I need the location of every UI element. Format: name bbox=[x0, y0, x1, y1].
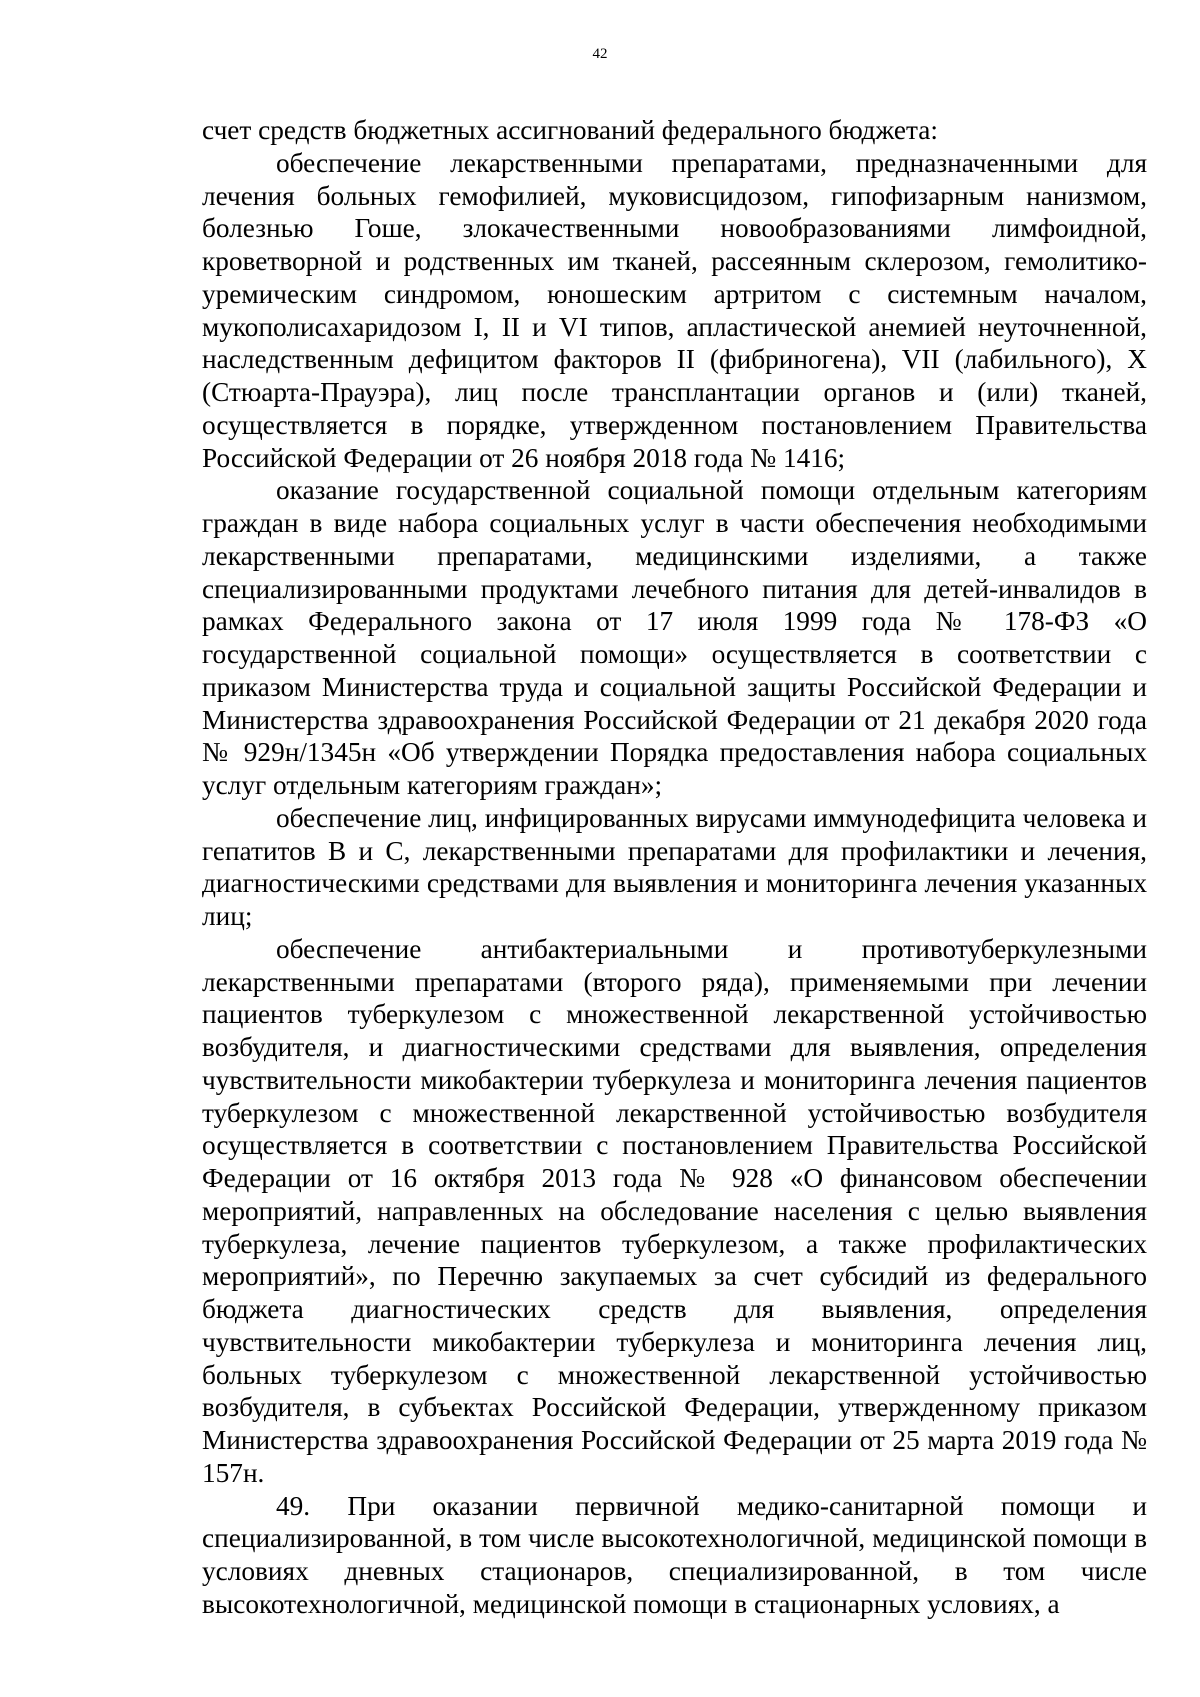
document-body bbox=[202, 114, 1147, 1621]
paragraph-continuation: счет средств бюджетных ассигнований федерального бюджета: bbox=[202, 115, 938, 145]
page-number: 42 bbox=[592, 46, 608, 62]
paragraph-tuberculosis: обеспечение антибактериальными и противотуберкулезными лекарственными препаратами (второго ряда), применяемыми при лечении пациентов туберкулезом с множественной лекарственной устойчивостью возбудителя, и диагностическими средствами для выявления, определения чувствительности микобактерии туберкулеза и мониторинга лечения пациентов туберкулезом с множественной лекарственной устойчивостью возбудителя осуществляется в соответствии с постановлением Правительства Российской Федерации от 16 октября 2013 года № 928 «О финансовом обеспечении мероприятий, направленных на обследование населения с целью выявления туберкулеза, лечение пациентов туберкулезом, а также профилактических мероприятий», по Перечню закупаемых за счет субсидий из федерального бюджета диагностических средств для выявления, определения чувствительности микобактерии туберкулеза и мониторинга лечения лиц, больных туберкулезом с множественной лекарственной устойчивостью возбудителя, в субъектах Российской Федерации, утвержденному приказом Министерства здравоохранения Российской Федерации от 25 марта 2019 года № 157н. bbox=[202, 933, 1147, 1488]
paragraph-item-49: 49. При оказании первичной медико-санитарной помощи и специализированной, в том числе высокотехнологичной, медицинской помощи в условиях дневных стационаров, специализированной, в том числе высокотехнологичной, медицинской помощи в стационарных условиях, а bbox=[202, 1490, 1147, 1619]
paragraph-hemophilia-drugs: обеспечение лекарственными препаратами, предназначенными для лечения больных гемофилией, муковисцидозом, гипофизарным нанизмом, болезнью Гоше, злокачественными новообразованиями лимфоидной, кроветворной и родственных им тканей, рассеянным склерозом, гемолитико-уремическим синдромом, юношеским артритом с системным началом, мукополисахаридозом I, II и VI типов, апластической анемией неуточненной, наследственным дефицитом факторов II (фибриногена), VII (лабильного), X (Стюарта-Прауэра), лиц после трансплантации органов и (или) тканей, осуществляется в порядке, утвержденном постановлением Правительства Российской Федерации от 26 ноября 2018 года № 1416; bbox=[202, 147, 1147, 473]
paragraph-social-assistance: оказание государственной социальной помощи отдельным категориям граждан в виде набора социальных услуг в части обеспечения необходимыми лекарственными препаратами, медицинскими изделиями, а также специализированными продуктами лечебного питания для детей-инвалидов в рамках Федерального закона от 17 июля 1999 года № 178-ФЗ «О государственной социальной помощи» осуществляется в соответствии с приказом Министерства труда и социальной защиты Российской Федерации и Министерства здравоохранения Российской Федерации от 21 декабря 2020 года № 929н/1345н «Об утверждении Порядка предоставления набора социальных услуг отдельным категориям граждан»; bbox=[202, 475, 1147, 800]
paragraph-hiv-hepatitis: обеспечение лиц, инфицированных вирусами иммунодефицита человека и гепатитов B и C, лекарственными препаратами для профилактики и лечения, диагностическими средствами для выявления и мониторинга лечения указанных лиц; bbox=[202, 802, 1147, 931]
